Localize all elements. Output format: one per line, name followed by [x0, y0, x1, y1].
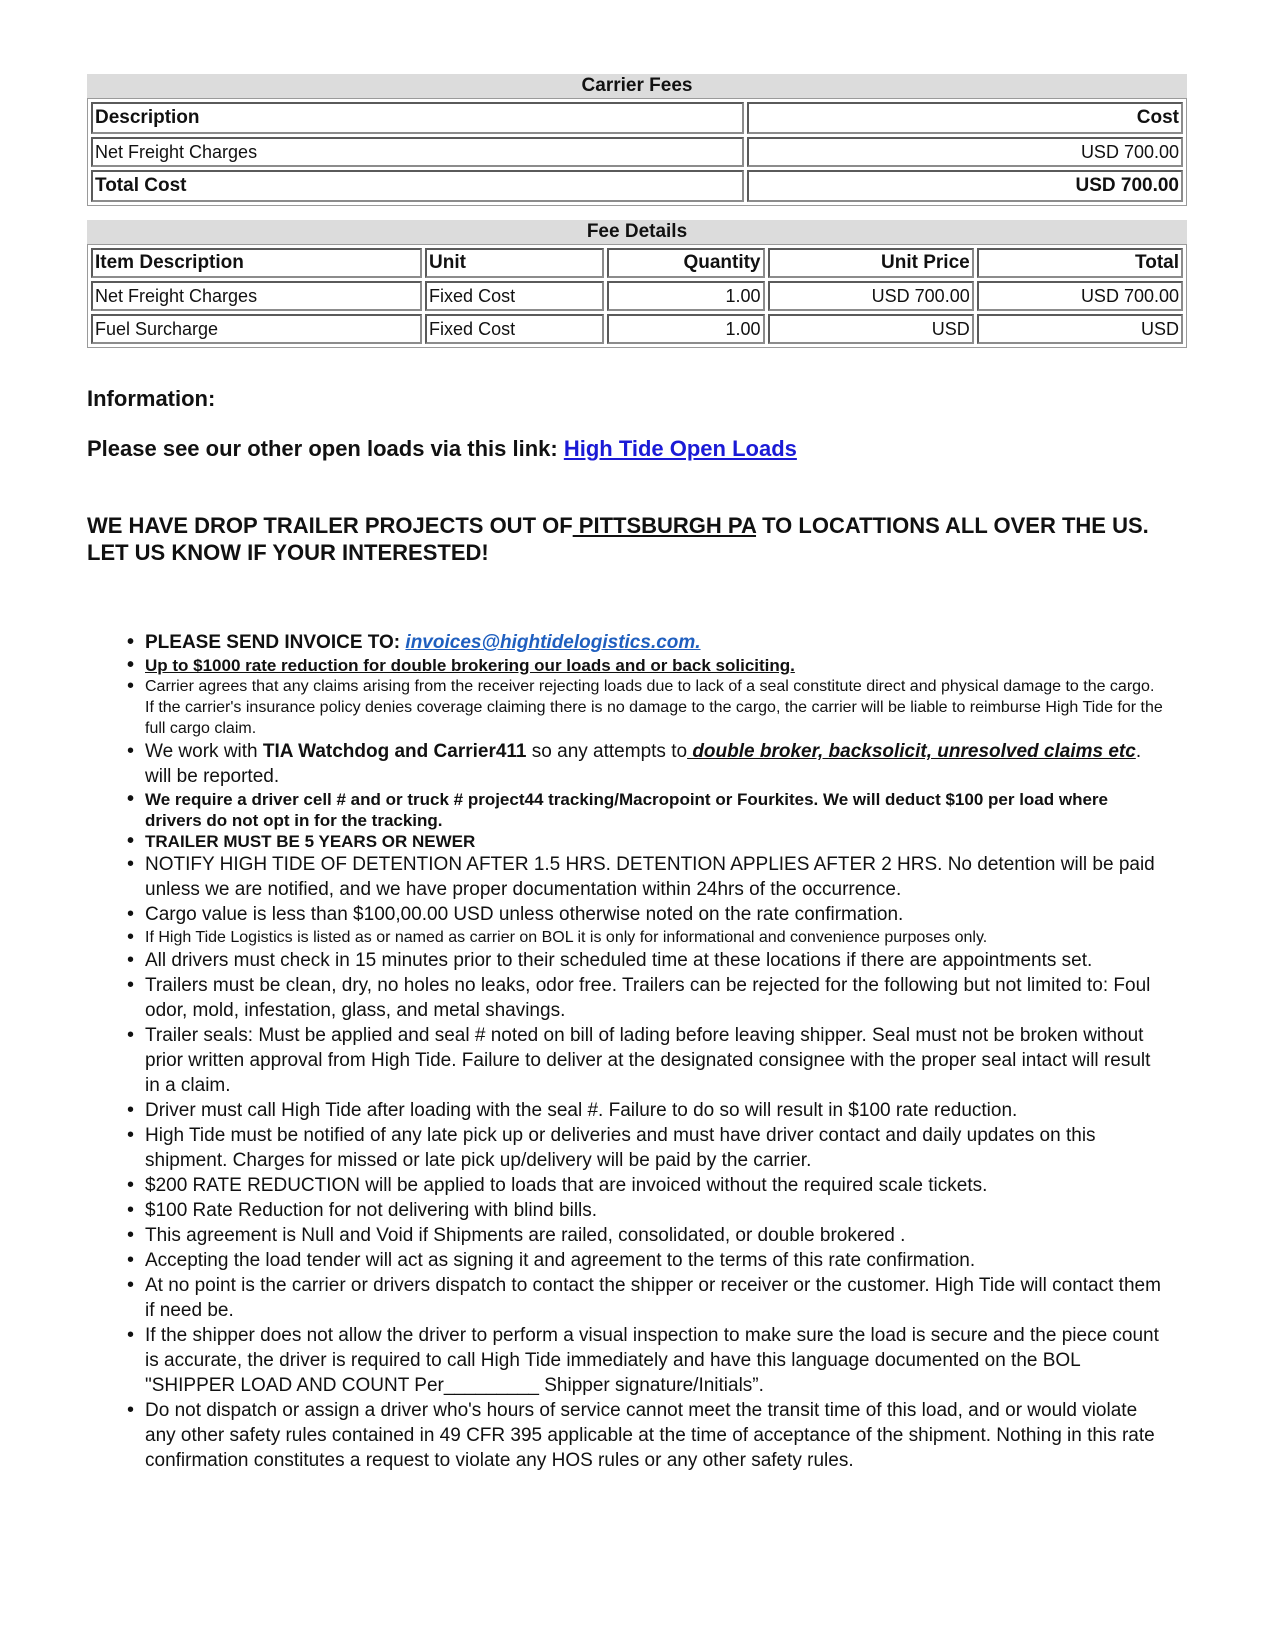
unit-price-header: Unit Price — [768, 248, 974, 278]
list-item: • Do not dispatch or assign a driver who's hours of service cannot meet the transit time of this load, and or would violate any other safety rules contained in 49 CFR 395 applicable at the time of acceptance of the shipment. Nothing in this rate confirmation constitutes a request to violate any HOS rules or any other safety rules. — [127, 1398, 1167, 1473]
list-item: • $200 RATE REDUCTION will be applied to loads that are invoiced without the required scale tickets. — [127, 1173, 1167, 1198]
quantity-header: Quantity — [607, 248, 764, 278]
information-heading: Information: — [87, 386, 216, 411]
unit-header: Unit — [425, 248, 604, 278]
list-item: • TRAILER MUST BE 5 YEARS OR NEWER — [127, 831, 1167, 852]
tia-text-c: so any attempts to — [526, 741, 688, 762]
project-text-a: WE HAVE DROP TRAILER PROJECTS OUT OF — [87, 513, 573, 538]
open-loads-link[interactable]: High Tide Open Loads — [563, 436, 797, 461]
unit-cell: Fixed Cost — [425, 281, 604, 311]
item-header: Item Description — [91, 248, 422, 278]
list-item: • At no point is the carrier or drivers dispatch to contact the shipper or receiver or the customer. High Tide will contact them if need be. — [127, 1273, 1167, 1323]
document-page — [87, 74, 1187, 1473]
tia-text-d: double broker, backsolicit, unresolved claims etc — [687, 741, 1136, 762]
list-item: • We require a driver cell # and or truck # project44 tracking/Macropoint or Fourkites. We will deduct $100 per load where drivers do not opt in for the tracking. — [127, 789, 1167, 831]
carrier-fees-caption: Carrier Fees — [87, 74, 1187, 98]
list-item: • Accepting the load tender will act as signing it and agreement to the terms of this rate confirmation. — [127, 1248, 1167, 1273]
unit-price-cell: USD — [768, 314, 974, 344]
table-row — [91, 137, 1183, 167]
total-row — [91, 170, 1183, 202]
tia-text-e: . will be reported. — [145, 741, 1142, 787]
list-item: • Cargo value is less than $100,00.00 USD unless otherwise noted on the rate confirmation. — [127, 902, 1167, 927]
total-cell: USD 700.00 — [977, 281, 1183, 311]
list-item — [127, 739, 1167, 789]
list-item: • This agreement is Null and Void if Shipments are railed, consolidated, or double brokered . — [127, 1223, 1167, 1248]
fee-details-caption: Fee Details — [87, 220, 1187, 244]
fee-details-table — [87, 220, 1187, 348]
invoice-email-link[interactable]: invoices@hightidelogistics.com. — [405, 632, 701, 653]
description-header: Description — [91, 102, 744, 134]
total-value: USD 700.00 — [747, 170, 1183, 202]
quantity-cell: 1.00 — [607, 281, 764, 311]
terms-list — [87, 630, 1167, 1473]
carrier-fees-table — [87, 74, 1187, 206]
project-location: PITTSBURGH PA — [572, 513, 757, 538]
list-item: • If High Tide Logistics is listed as or named as carrier on BOL it is only for informational and convenience purposes only. — [127, 927, 1167, 948]
rate-reduction-text: Up to $1000 rate reduction for double brokering our loads and or back soliciting. — [145, 656, 795, 675]
list-item: • High Tide must be notified of any late pick up or deliveries and must have driver contact and daily updates on this shipment. Charges for missed or late pick up/delivery will be paid by the carrier. — [127, 1123, 1167, 1173]
total-header: Total — [977, 248, 1183, 278]
list-item: • Trailer seals: Must be applied and seal # noted on bill of lading before leaving shipper. Seal must not be broken without prior written approval from High Tide. Failure to deliver at the designated consignee with the proper seal intact will result in a claim. — [127, 1023, 1167, 1098]
cost-header: Cost — [747, 102, 1183, 134]
table-row — [91, 281, 1183, 311]
list-item: • Trailers must be clean, dry, no holes no leaks, odor free. Trailers can be rejected for the following but not limited to: Foul odor, mold, infestation, glass, and metal shavings. — [127, 973, 1167, 1023]
fee-description: Net Freight Charges — [91, 137, 744, 167]
list-item: • All drivers must check in 15 minutes prior to their scheduled time at these locations if there are appointments set. — [127, 948, 1167, 973]
list-item — [127, 630, 1167, 655]
list-item: • Driver must call High Tide after loading with the seal #. Failure to do so will result in $100 rate reduction. — [127, 1098, 1167, 1123]
list-item: • NOTIFY HIGH TIDE OF DETENTION AFTER 1.5 HRS. DETENTION APPLIES AFTER 2 HRS. No detention will be paid unless we are notified, and we have proper documentation within 24hrs of the occurrence. — [127, 852, 1167, 902]
quantity-cell: 1.00 — [607, 314, 764, 344]
tia-text-b: TIA Watchdog and Carrier411 — [262, 741, 527, 762]
list-item: • Carrier agrees that any claims arising from the receiver rejecting loads due to lack of a seal constitute direct and physical damage to the cargo. If the carrier's insurance policy denies coverage claiming there is no damage to the cargo, the carrier will be liable to reimburse High Tide for the full cargo claim. — [127, 676, 1167, 739]
list-item: • If the shipper does not allow the driver to perform a visual inspection to make sure the load is secure and the piece count is accurate, the driver is required to call High Tide immediately and have this language documented on the BOL "SHIPPER LOAD AND COUNT Per_________ Shipper signature/Initials”. — [127, 1323, 1167, 1398]
item-cell: Fuel Surcharge — [91, 314, 422, 344]
table-header-row — [91, 248, 1183, 278]
item-cell: Net Freight Charges — [91, 281, 422, 311]
total-label: Total Cost — [91, 170, 744, 202]
table-header-row — [91, 102, 1183, 134]
project-text-b: TO LOCATTIONS ALL OVER THE US. LET US KNOW IF YOUR INTERESTED! — [87, 513, 1149, 565]
unit-cell: Fixed Cost — [425, 314, 604, 344]
unit-price-cell: USD 700.00 — [768, 281, 974, 311]
list-item: • $100 Rate Reduction for not delivering with blind bills. — [127, 1198, 1167, 1223]
drop-trailer-notice — [87, 512, 1187, 566]
invoice-label: PLEASE SEND INVOICE TO: — [145, 632, 406, 653]
list-item — [127, 655, 1167, 676]
tia-text-a: We work with — [145, 741, 263, 762]
open-loads-text: Please see our other open loads via this link: — [87, 436, 564, 461]
total-cell: USD — [977, 314, 1183, 344]
table-row — [91, 314, 1183, 344]
open-loads-line — [87, 436, 1187, 462]
fee-cost: USD 700.00 — [747, 137, 1183, 167]
